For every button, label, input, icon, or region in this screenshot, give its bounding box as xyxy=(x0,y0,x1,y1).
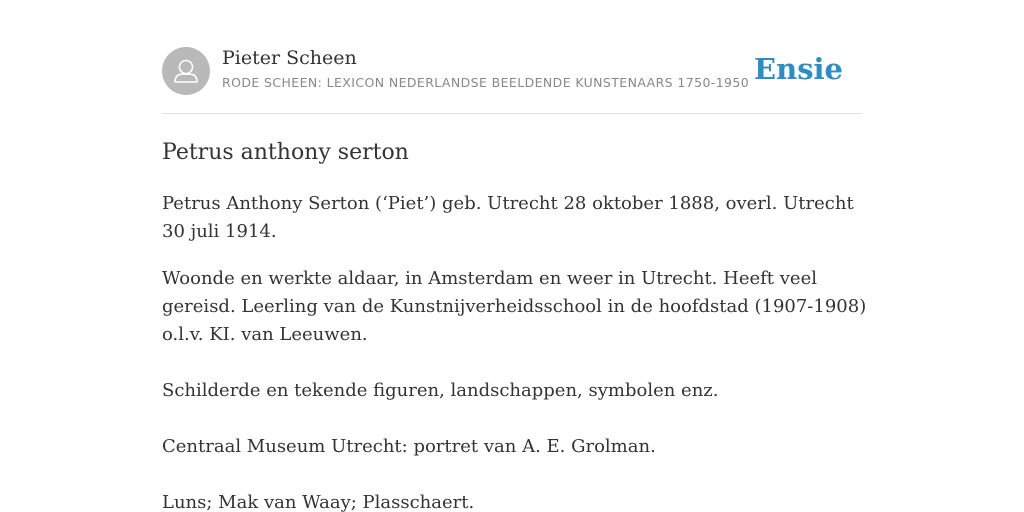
avatar[interactable] xyxy=(162,47,210,95)
ensie-logo[interactable]: Ensie xyxy=(754,52,843,86)
paragraph-residence: Woonde en werkte aldaar, in Amsterdam en weer in Utrecht. Heeft veel gereisd. Leerling van de Kunstnijverheidsschool in de hoofdstad (1907-1908) o.l.v. KI. van Leeuwen. xyxy=(162,268,867,345)
article-title: Petrus anthony serton xyxy=(162,140,409,165)
author-header xyxy=(162,47,862,97)
source-title[interactable]: RODE SCHEEN: LEXICON NEDERLANDSE BEELDENDE KUNSTENAARS 1750-1950 xyxy=(222,75,750,90)
paragraph-subjects: Schilderde en tekende figuren, landschappen, symbolen enz. xyxy=(162,380,719,401)
paragraph-birth-death: Petrus Anthony Serton (‘Piet’) geb. Utrecht 28 oktober 1888, overl. Utrecht 30 juli 1914. xyxy=(162,193,854,242)
paragraph-sources: Luns; Mak van Waay; Plasschaert. xyxy=(162,492,475,512)
article-body xyxy=(162,190,867,512)
divider xyxy=(162,113,862,114)
user-icon xyxy=(162,47,210,95)
paragraph-museum: Centraal Museum Utrecht: portret van A. E. Grolman. xyxy=(162,436,656,457)
author-name[interactable]: Pieter Scheen xyxy=(222,47,357,69)
